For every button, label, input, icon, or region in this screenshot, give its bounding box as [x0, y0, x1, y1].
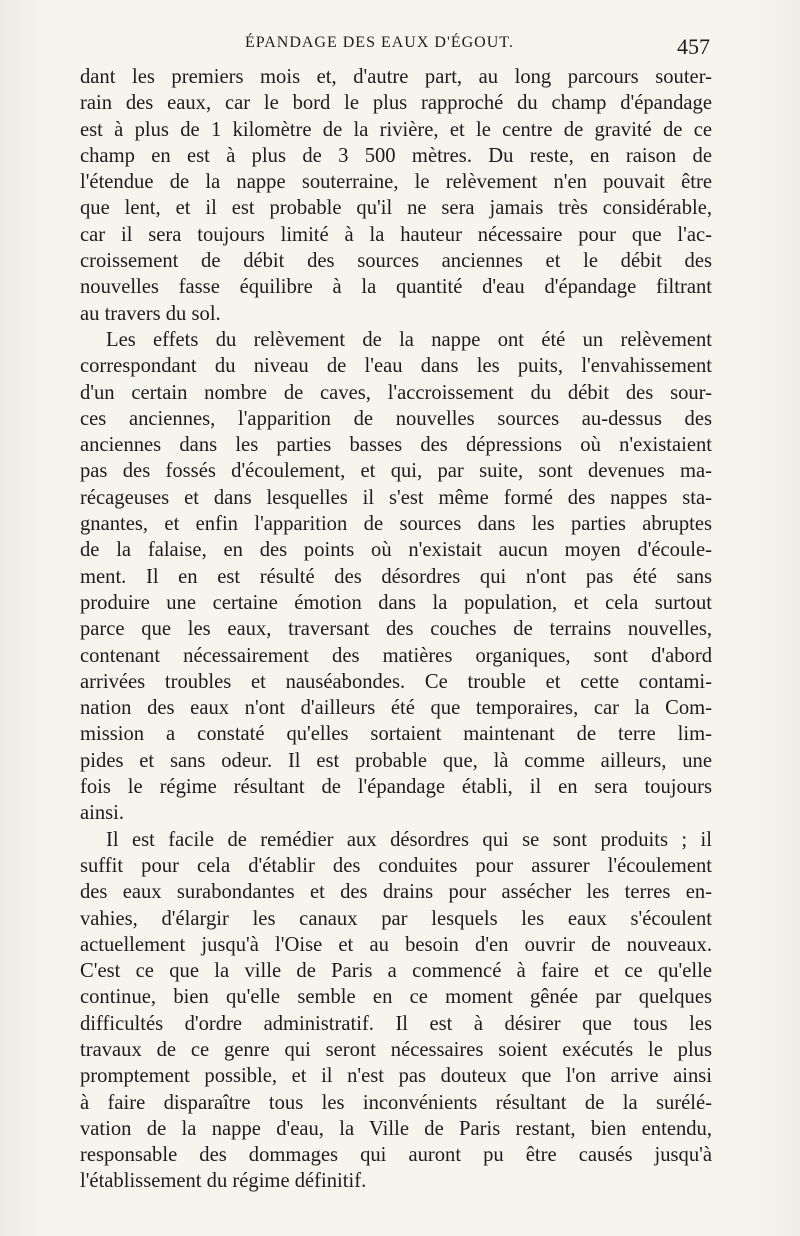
text-line: nation des eaux n'ont d'ailleurs été que temporaires, car la Com- [80, 697, 712, 720]
text-line: croissement de débit des sources anciennes et le débit des [80, 250, 712, 273]
text-line: ces anciennes, l'apparition de nouvelles sources au-dessus des [80, 407, 712, 430]
text-line: nouvelles fasse équilibre à la quantité d'eau d'épandage filtrant [80, 276, 712, 299]
text-line: produire une certaine émotion dans la population, et cela surtout [80, 591, 712, 614]
text-line: correspondant du niveau de l'eau dans les puits, l'envahissement [80, 355, 712, 378]
text-line: des eaux surabondantes et des drains pour assécher les terres en- [80, 881, 712, 904]
text-line: Les effets du relèvement de la nappe ont été un relèvement [106, 328, 712, 351]
text-line: Il est facile de remédier aux désordres qui se sont produits ; il [106, 828, 712, 851]
running-title: ÉPANDAGE DES EAUX D'ÉGOUT. [245, 34, 514, 51]
paragraph-2 [80, 327, 712, 827]
page-header [80, 26, 720, 59]
text-line: récageuses et dans lesquelles il s'est même formé des nappes sta- [80, 486, 712, 509]
text-line: anciennes dans les parties basses des dépressions où n'existaient [80, 434, 712, 457]
text-line: l'étendue de la nappe souterraine, le relèvement n'en pouvait être [80, 171, 712, 194]
text-line: pides et sans odeur. Il est probable que, là comme ailleurs, une [80, 749, 712, 772]
text-line: C'est ce que la ville de Paris a commencé à faire et ce qu'elle [80, 960, 712, 983]
text-line: ment. Il en est résulté des désordres qui n'ont pas été sans [80, 565, 712, 588]
text-line: fois le régime résultant de l'épandage établi, il en sera toujours [80, 776, 712, 799]
text-line: rain des eaux, car le bord le plus rapproché du champ d'épandage [80, 92, 712, 115]
text-line: au travers du sol. [80, 302, 221, 325]
text-line: car il sera toujours limité à la hauteur nécessaire pour que l'ac- [80, 223, 712, 246]
page-number: 457 [677, 34, 710, 59]
body-text [80, 64, 712, 1195]
text-line: champ en est à plus de 3 500 mètres. Du reste, en raison de [80, 144, 712, 167]
text-line: continue, bien qu'elle semble en ce moment gênée par quelques [80, 986, 712, 1009]
paragraph-3 [80, 827, 712, 1195]
text-line: vation de la nappe d'eau, la Ville de Paris restant, bien entendu, [80, 1117, 712, 1140]
text-line: est à plus de 1 kilomètre de la rivière, et le centre de gravité de ce [80, 118, 712, 141]
paragraph-1 [80, 64, 712, 327]
text-line: mission a constaté qu'elles sortaient maintenant de terre lim- [80, 723, 712, 746]
text-line: arrivées troubles et nauséabondes. Ce trouble et cette contami- [80, 670, 712, 693]
text-line: suffit pour cela d'établir des conduites pour assurer l'écoulement [80, 854, 712, 877]
text-line: d'un certain nombre de caves, l'accroissement du débit des sour- [80, 381, 712, 404]
text-line: contenant nécessairement des matières organiques, sont d'abord [80, 644, 712, 667]
text-line: promptement possible, et il n'est pas douteux que l'on arrive ainsi [80, 1065, 712, 1088]
text-line: ainsi. [80, 802, 125, 825]
text-line: parce que les eaux, traversant des couches de terrains nouvelles, [80, 618, 712, 641]
text-line: l'établissement du régime définitif. [80, 1170, 367, 1193]
text-line: à faire disparaître tous les inconvénients résultant de la surélé- [80, 1091, 712, 1114]
text-line: de la falaise, en des points où n'existait aucun moyen d'écoule- [80, 539, 712, 562]
text-line: responsable des dommages qui auront pu être causés jusqu'à [80, 1144, 712, 1167]
text-line: que lent, et il est probable qu'il ne sera jamais très considérable, [80, 197, 712, 220]
text-line: pas des fossés d'écoulement, et qui, par suite, sont devenues ma- [80, 460, 712, 483]
text-line: dant les premiers mois et, d'autre part, au long parcours souter- [80, 66, 712, 88]
text-line: difficultés d'ordre administratif. Il est à désirer que tous les [80, 1012, 712, 1035]
text-line: vahies, d'élargir les canaux par lesquels les eaux s'écoulent [80, 907, 712, 930]
text-line: travaux de ce genre qui seront nécessaires soient exécutés le plus [80, 1038, 712, 1061]
text-line: actuellement jusqu'à l'Oise et au besoin d'en ouvrir de nouveaux. [80, 933, 712, 956]
text-line: gnantes, et enfin l'apparition de sources dans les parties abruptes [80, 513, 712, 536]
